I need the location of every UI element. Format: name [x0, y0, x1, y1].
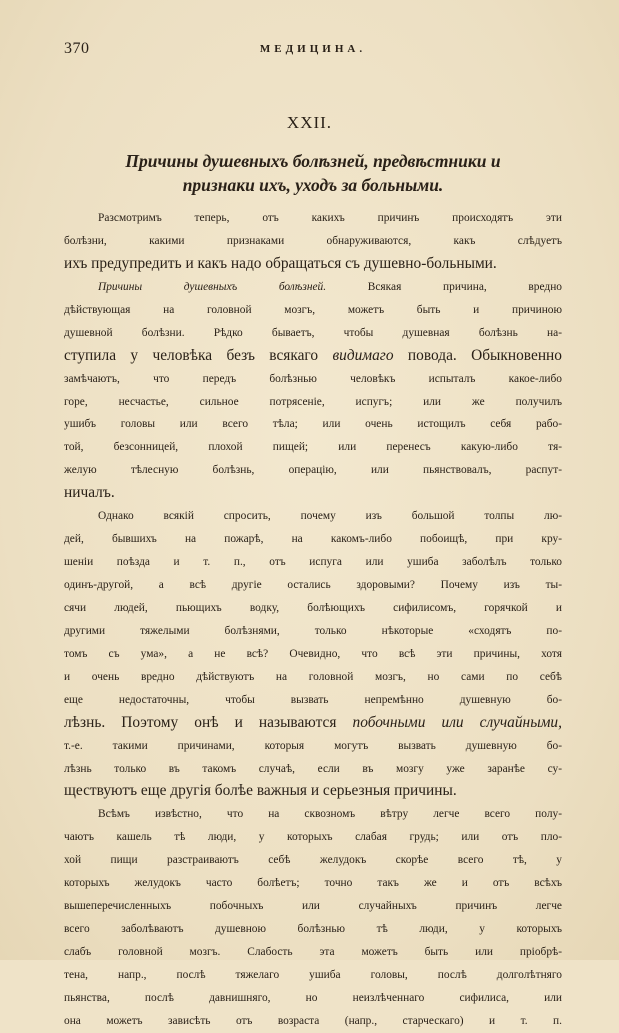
chapter-number: XXII. [286, 113, 333, 132]
text-line [64, 482, 562, 505]
text-run: замѣчаютъ, что передъ болѣзнью человѣкъ испыталъ какое-либо [64, 372, 562, 385]
text-run: ступила у человѣка безъ всякаго [64, 346, 319, 364]
text-run: сячи людей, пьющихъ водку, болѣющихъ сифилисомъ, горячкой и [64, 601, 562, 614]
text-line [64, 505, 562, 528]
chapter-title-line: признаки ихъ, уходъ за больными. [182, 175, 444, 195]
text-line [64, 1010, 562, 1033]
text-run: хой пищи разстраиваютъ себѣ желудокъ скорѣе всего тѣ, у [64, 854, 562, 867]
text-line [64, 345, 562, 368]
text-run: ничалъ. [64, 484, 115, 502]
text-line [64, 895, 562, 918]
text-run: той, безсонницей, плохой пищей; или перенесъ какую-либо тя- [64, 441, 562, 454]
running-head: МЕДИЦИНА. [259, 43, 367, 55]
text-run: болѣзни, какими признаками обнаруживаются, какъ слѣдуетъ [64, 234, 562, 247]
text-line [64, 528, 562, 551]
text-run: слабъ головной мозгъ. Слабость эта можетъ быть или пріобрѣ- [64, 946, 562, 958]
text-line [64, 918, 562, 941]
text-run: лѣзнь только въ такомъ случаѣ, если въ мозгу уже заранѣе су- [64, 762, 562, 775]
text-line [64, 459, 562, 482]
text-run: дѣйствующая на головной мозгъ, можетъ быть и причиною [64, 303, 562, 316]
text-line [64, 666, 562, 689]
text-run: горе, несчастье, сильное потрясеніе, испугъ; или же получилъ [64, 395, 562, 408]
text-line [64, 276, 562, 299]
text-line [64, 964, 562, 987]
text-line [64, 780, 562, 803]
text-line [64, 368, 562, 391]
text-line [64, 322, 562, 345]
text-run: пьянства, послѣ давнишняго, но неизлѣченнаго сифилиса, или [64, 991, 562, 1004]
text-line [64, 872, 562, 895]
text-line [64, 436, 562, 459]
italic-phrase: побочными или случайными, [352, 713, 562, 731]
text-run: Всѣмъ извѣстно, что на сквозномъ вѣтру легче всего полу- [98, 808, 562, 821]
text-run: тена, напр., послѣ тяжелаго ушиба головы, послѣ долголѣтняго [64, 968, 562, 981]
text-run: Однако всякій спросить, почему изъ большой толпы лю- [98, 510, 562, 523]
text-line [64, 299, 562, 322]
text-run: ушибъ головы или всего тѣла; или очень истощилъ себя рабо- [64, 418, 562, 431]
text-run: шеніи поѣзда и т. п., отъ испуга или ушиба заболѣлъ только [64, 556, 562, 569]
text-run: т.-е. такими причинами, которыя могутъ вызвать душевную бо- [64, 739, 562, 752]
text-run: лѣзнь. Поэтому онѣ и называются [64, 713, 337, 731]
text-run: которыхъ желудокъ часто болѣетъ; точно такъ же и отъ всѣхъ [64, 877, 562, 890]
text-line [64, 620, 562, 643]
text-line [64, 826, 562, 849]
text-line [64, 689, 562, 712]
text-run: одинъ-другой, а всѣ другіе остались здоровыми? Почему изъ ты- [64, 579, 562, 591]
text-line [64, 735, 562, 758]
body-text [64, 207, 562, 1033]
text-line [64, 758, 562, 781]
text-run: ществуютъ еще другія болѣе важныя и серьезныя причины. [64, 782, 457, 800]
text-run: ихъ предупредить и какъ надо обращаться съ душевно-больными. [64, 254, 497, 272]
chapter-title-line: Причины душевныхъ болѣзней, предвѣстники и [125, 151, 501, 171]
text-run: другими тяжелыми болѣзнями, только нѣкоторые «сходятъ по- [64, 624, 562, 637]
text-run: дей, бывшихъ на пожарѣ, на какомъ-либо побоищѣ, при кру- [64, 533, 562, 546]
text-run: желую тѣлесную болѣзнь, операцію, или пьянствовалъ, распут- [64, 464, 562, 477]
chapter-title [64, 149, 562, 197]
text-line [64, 551, 562, 574]
text-run: и очень вредно дѣйствуютъ на головной мозгъ, но сами по себѣ [64, 670, 562, 683]
text-run: душевной болѣзни. Рѣдко бываетъ, чтобы душевная болѣзнь на- [64, 326, 562, 339]
text-run: чаютъ кашель тѣ люди, у которыхъ слабая грудь; или отъ пло- [64, 831, 562, 844]
text-line [64, 712, 562, 735]
text-run: повода. Обыкновенно [407, 346, 562, 364]
text-run: томъ съ ума», а не всѣ? Очевидно, что всѣ эти причины, хотя [64, 647, 562, 660]
text-run: она можетъ зависѣть отъ возраста (напр., старческаго) и т. п. [64, 1014, 562, 1027]
text-line [64, 230, 562, 253]
page-number: 370 [64, 40, 90, 57]
text-line [64, 941, 562, 964]
text-line [64, 253, 562, 276]
text-line [64, 413, 562, 436]
text-line [64, 803, 562, 826]
text-line [64, 849, 562, 872]
text-line [64, 987, 562, 1010]
text-line [64, 597, 562, 620]
text-line [64, 391, 562, 414]
italic-phrase: видимаго [332, 346, 394, 364]
text-run: Разсмотримъ теперь, отъ какихъ причинъ происходятъ эти [98, 212, 562, 224]
text-run: всего заболѣваютъ душевною болѣзнью тѣ люди, у которыхъ [64, 923, 562, 936]
text-line [64, 207, 562, 230]
text-line [64, 574, 562, 597]
page-header [64, 40, 562, 60]
text-run: Всякая причина, вредно [326, 280, 562, 293]
text-run: еще недостаточны, чтобы вызвать непремѣнно душевную бо- [64, 693, 562, 706]
text-line [64, 643, 562, 666]
text-run: вышеперечисленныхъ побочныхъ или случайныхъ причинъ легче [64, 900, 562, 913]
italic-phrase: Причины душевныхъ болѣзней. [98, 280, 327, 293]
